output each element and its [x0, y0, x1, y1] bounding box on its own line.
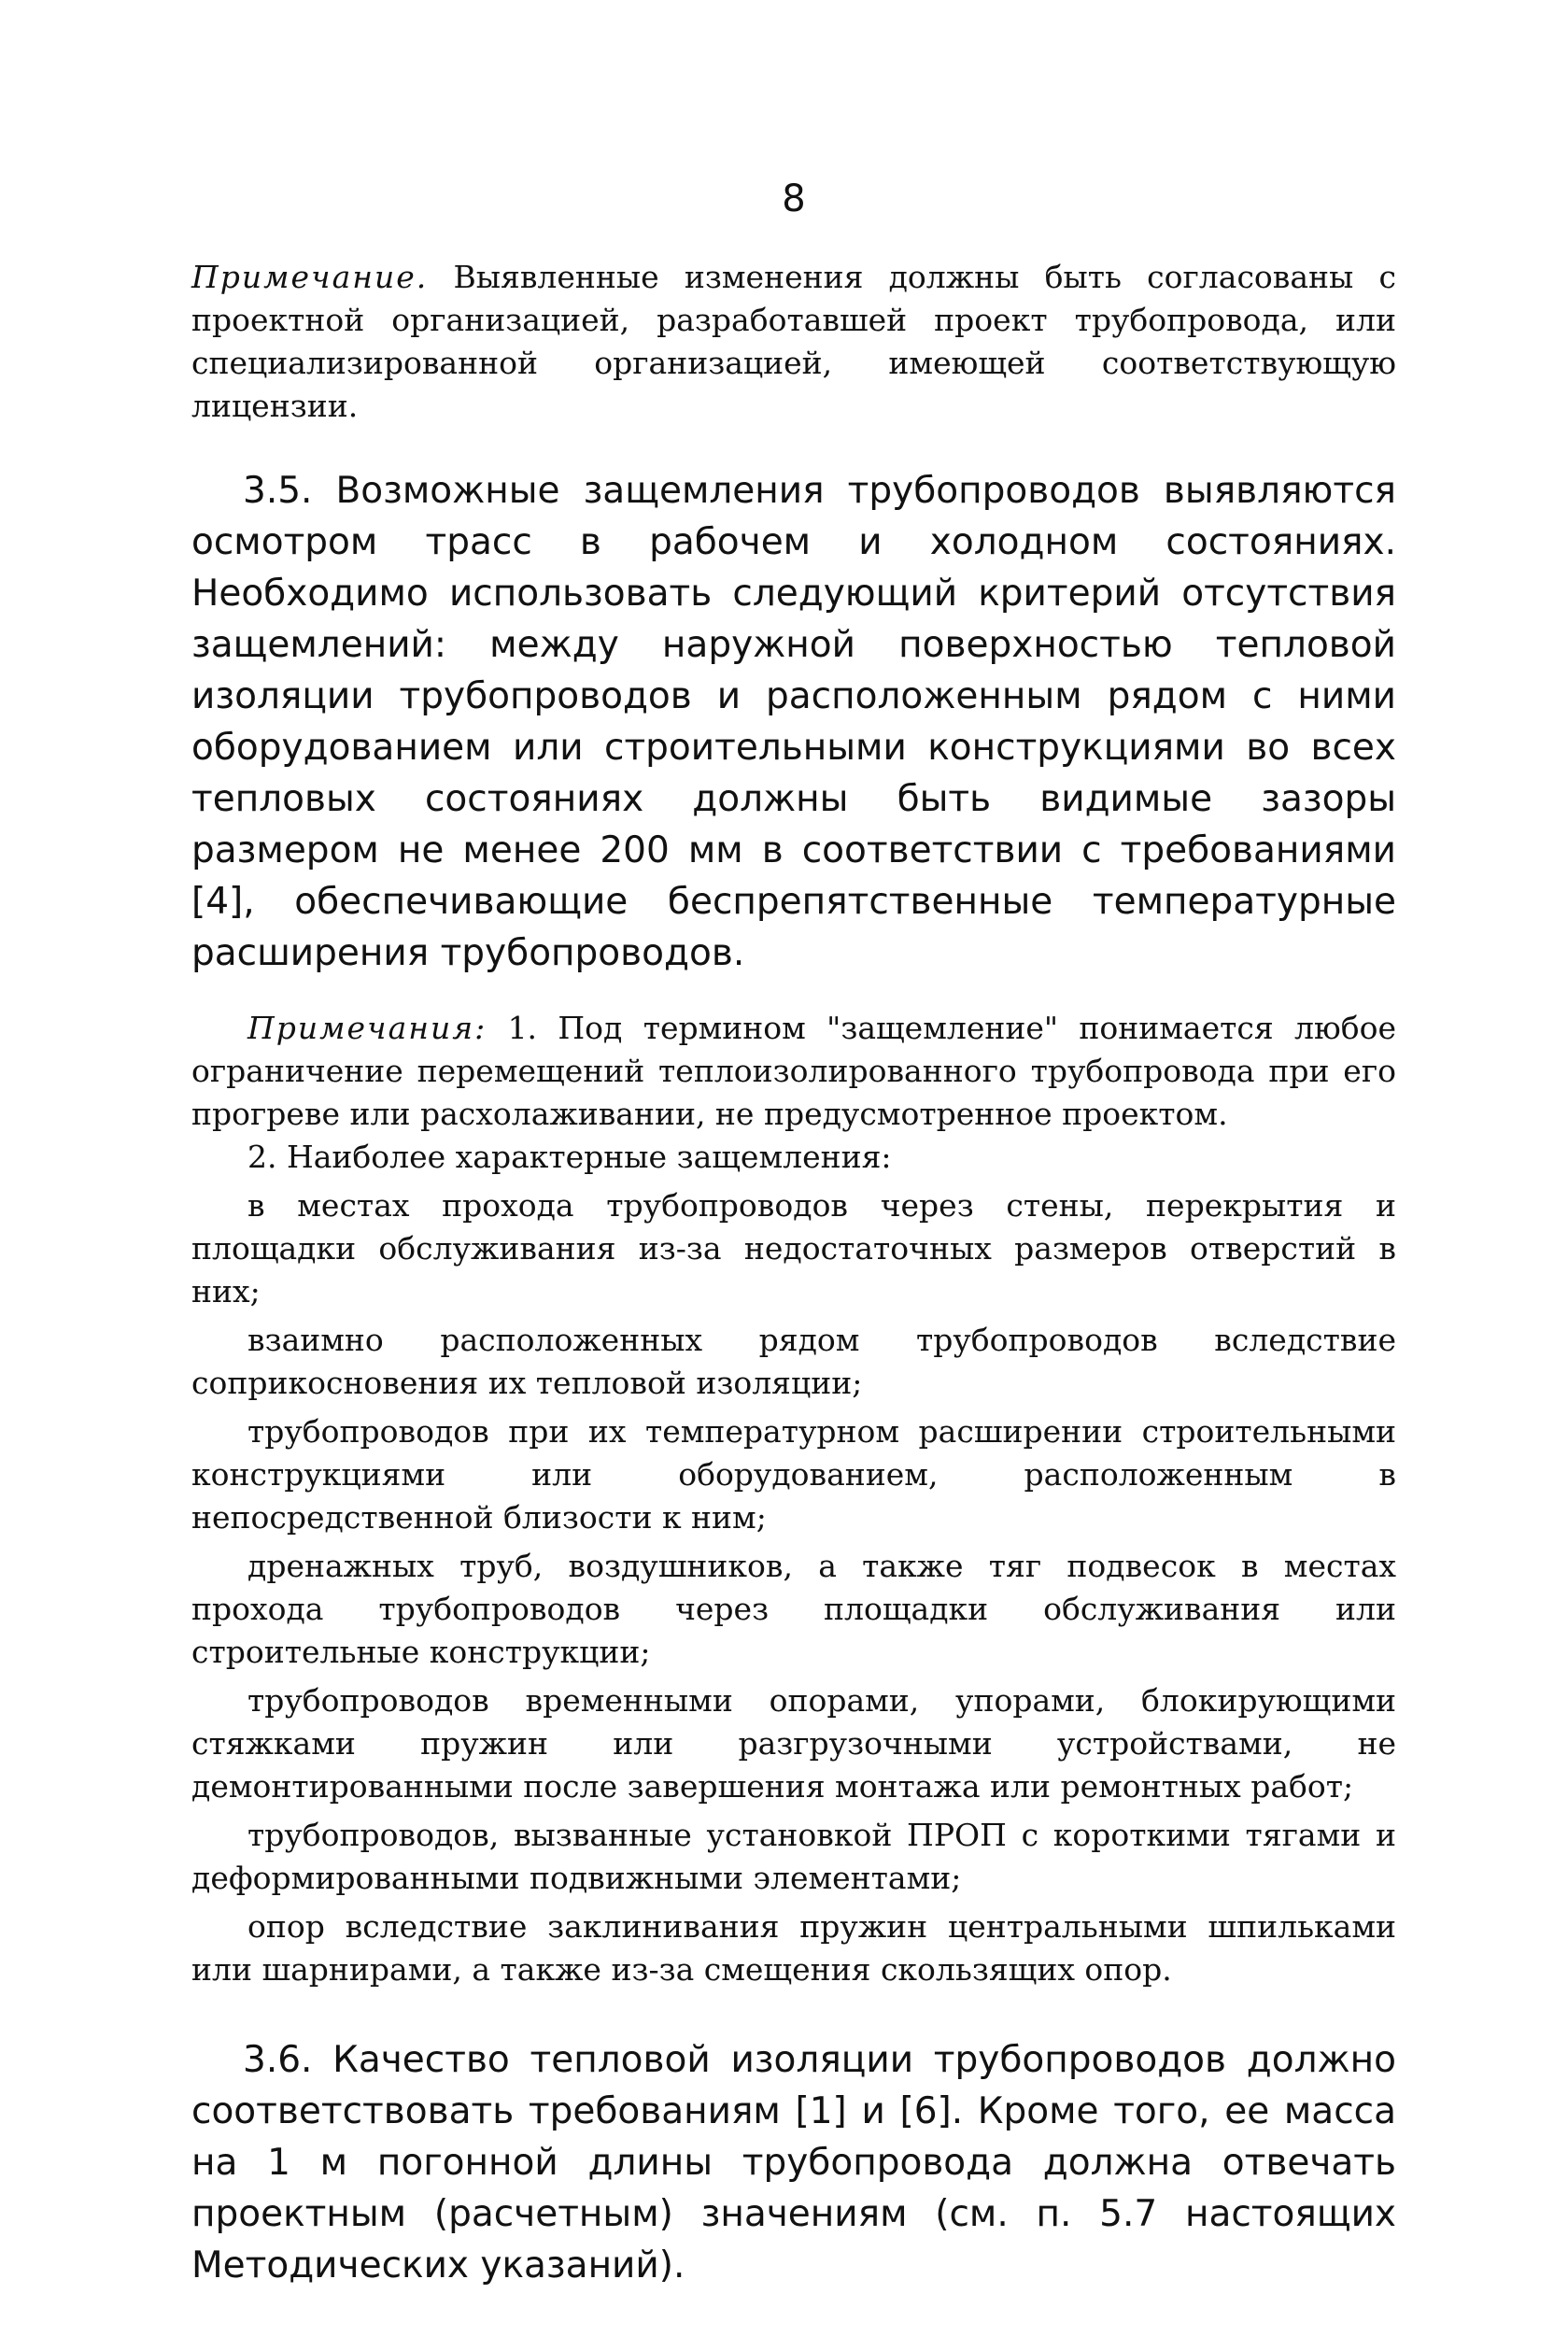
- list-item: опор вследствие заклинивания пружин центральными шпильками или шарнирами, а также из-за смещения скользящих опор.: [191, 1908, 1396, 1988]
- document-page: [191, 177, 1396, 2291]
- list-item: в местах прохода трубопроводов через стены, перекрытия и площадки обслуживания из-за недостаточных размеров отверстий в них;: [191, 1187, 1396, 1310]
- list-item: взаимно расположенных рядом трубопроводов вследствие соприкосновения их тепловой изоляции;: [191, 1322, 1396, 1401]
- list-item: трубопроводов при их температурном расширении строительными конструкциями или оборудованием, расположенным в непосредственной близости к ним;: [191, 1413, 1396, 1536]
- notes-lead: Примечания:: [247, 1010, 487, 1046]
- note-text: Выявленные изменения должны быть согласованы с проектной организацией, разработавшей проект трубопровода, или специализированной организацией, имеющей соответствующую лицензии.: [191, 259, 1396, 424]
- notes-item-2: 2. Наиболее характерные защемления:: [247, 1139, 892, 1175]
- list-item: дренажных труб, воздушников, а также тяг подвесок в местах прохода трубопроводов через площадки обслуживания или строительные конструкции;: [191, 1548, 1396, 1670]
- list-item: трубопроводов, вызванные установкой ПРОП с короткими тягами и деформированными подвижными элементами;: [191, 1817, 1396, 1896]
- section-3-5-paragraph: 3.5. Возможные защемления трубопроводов выявляются осмотром трасс в рабочем и холодном состояниях. Необходимо использовать следующий критерий отсутствия защемлений: между наружной поверхностью тепловой изоляции трубопроводов и расположенным рядом с ними оборудованием или строительными конструкциями во всех тепловых состояниях должны быть видимые зазоры размером не менее 200 мм в соответствии с требованиями [4], обеспечивающие беспрепятственные температурные расширения трубопроводов.: [191, 470, 1396, 974]
- note-paragraph: [191, 256, 1396, 428]
- notes-paragraph-1: [191, 1007, 1396, 1136]
- notes-item-1: 1. Под термином "защемление" понимается любое ограничение перемещений теплоизолированного трубопровода при его прогреве или расхолаживании, не предусмотренное проектом.: [191, 1010, 1396, 1132]
- page-number: 8: [782, 177, 806, 220]
- list-item: трубопроводов временными опорами, упорами, блокирующими стяжками пружин или разгрузочными устройствами, не демонтированными после завершения монтажа или ремонтных работ;: [191, 1682, 1396, 1805]
- section-3-6-paragraph: 3.6. Качество тепловой изоляции трубопроводов должно соответствовать требованиям [1] и [6]. Кроме того, ее масса на 1 м погонной длины трубопровода должна отвечать проектным (расчетным) значениям (см. п. 5.7 настоящих Методических указаний).: [191, 2039, 1396, 2286]
- note-lead: Примечание.: [191, 259, 429, 295]
